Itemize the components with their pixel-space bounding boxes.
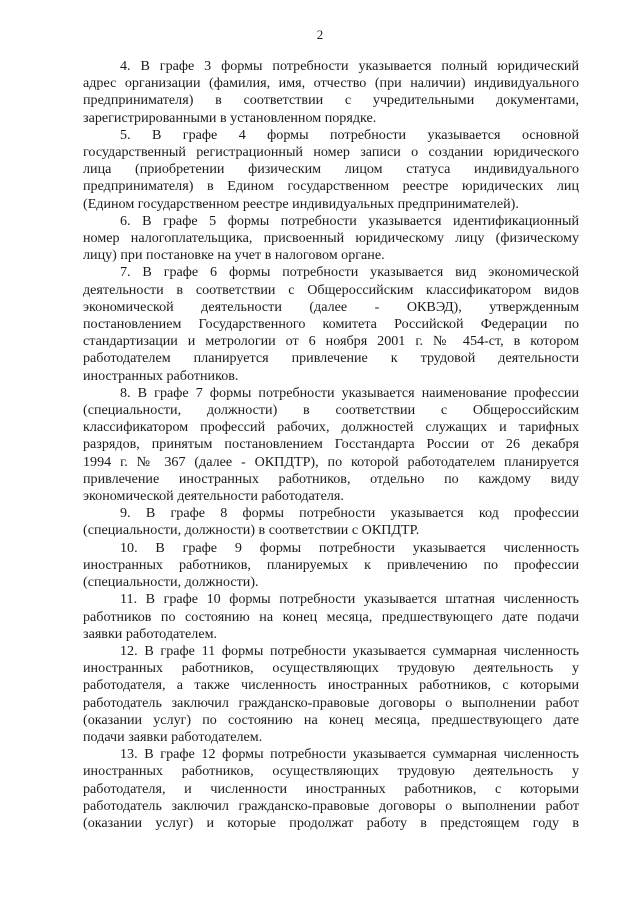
text-line: 12. В графе 11 формы потребности указывается суммарная численность (120, 642, 579, 659)
document-body (83, 58, 579, 832)
text-line: лица (приобретении физическим лицом статуса индивидуального (83, 161, 579, 178)
text-line: зарегистрированными в установленном порядке. (83, 109, 377, 126)
text-line: иностранных работников, планируемых к привлечению по профессии (83, 556, 579, 573)
text-line: экономической деятельности (далее - ОКВЭД), утвержденным (83, 298, 579, 315)
text-line: адрес организации (фамилия, имя, отчество (при наличии) индивидуального (83, 75, 579, 92)
paragraph (83, 505, 579, 539)
text-line: стандартизации и метрологии от 6 ноября 2001 г. № 454-ст, в котором (83, 333, 579, 350)
paragraph (83, 385, 579, 505)
text-line: лицу) при постановке на учет в налоговом органе. (83, 247, 385, 264)
text-line: иностранных работников. (83, 367, 239, 384)
text-line: 11. В графе 10 формы потребности указывается штатная численность (120, 591, 579, 608)
text-line: 4. В графе 3 формы потребности указывается полный юридический (120, 58, 579, 74)
paragraph (83, 643, 579, 746)
text-line: заявки работодателем. (83, 625, 218, 642)
text-line: иностранных работников, осуществляющих трудовую деятельность у (83, 763, 579, 780)
text-line: работодателем планируется привлечение к трудовой деятельности (83, 350, 579, 367)
paragraph (83, 591, 579, 643)
text-line: 10. В графе 9 формы потребности указывается численность (120, 539, 579, 556)
page-number: 2 (316, 27, 324, 42)
text-line: (специальности, должности). (83, 574, 259, 591)
paragraph (83, 58, 579, 127)
text-line: работодатель заключил гражданско-правовые договоры о выполнении работ (83, 694, 579, 711)
text-line: работников по состоянию на конец месяца, предшествующего дате подачи (83, 608, 579, 625)
paragraph (83, 127, 579, 213)
text-line: подачи заявки работодателем. (83, 728, 263, 745)
text-line: работодателя, а также численность иностранных работников, с которыми (83, 677, 579, 694)
text-line: 7. В графе 6 формы потребности указывается вид экономической (120, 264, 579, 281)
text-line: 1994 г. № 367 (далее - ОКПДТР), по которой работодателем планируется (83, 453, 579, 470)
text-line: классификатором профессий рабочих, должностей служащих и тарифных (83, 419, 579, 436)
paragraph (83, 540, 579, 592)
paragraph (83, 746, 579, 832)
text-line: деятельности в соответствии с Общероссийским классификатором видов (83, 281, 579, 298)
text-line: привлечение иностранных работников, отдельно по каждому виду (83, 470, 579, 487)
paragraph (83, 213, 579, 265)
text-line: государственный регистрационный номер записи о создании юридического (83, 144, 579, 161)
text-line: (специальности, должности) в соответствии с ОКПДТР. (83, 522, 420, 539)
text-line: 13. В графе 12 формы потребности указывается суммарная численность (120, 746, 579, 763)
text-line: экономической деятельности работодателя. (83, 488, 344, 505)
text-line: постановлением Государственного комитета Российской Федерации по (83, 316, 579, 333)
text-line: (оказании услуг) и которые продолжат работу в предстоящем году в (83, 814, 579, 831)
text-line: 5. В графе 4 формы потребности указывается основной (120, 126, 579, 143)
text-line: 9. В графе 8 формы потребности указывается код профессии (120, 505, 579, 522)
text-line: номер налогоплательщика, присвоенный юридическому лицу (физическому (83, 230, 579, 247)
text-line: работодателя, и численности иностранных работников, с которыми (83, 780, 579, 797)
text-line: предпринимателя) в соответствии с учредительными документами, (83, 92, 579, 109)
text-line: предпринимателя) в Едином государственном реестре юридических лиц (83, 178, 579, 195)
text-line: (оказании услуг) по состоянию на конец месяца, предшествующего дате (83, 711, 579, 728)
text-line: иностранных работников, осуществляющих трудовую деятельность у (83, 660, 579, 677)
paragraph (83, 264, 579, 384)
text-line: 6. В графе 5 формы потребности указывается идентификационный (120, 212, 579, 229)
text-line: (специальности, должности) в соответствии с Общероссийским (83, 402, 579, 419)
text-line: (Едином государственном реестре индивидуальных предпринимателей). (83, 195, 519, 212)
text-line: разрядов, принятым постановлением Госстандарта России от 26 декабря (83, 436, 579, 453)
text-line: работодатель заключил гражданско-правовые договоры о выполнении работ (83, 797, 579, 814)
text-line: 8. В графе 7 формы потребности указывается наименование профессии (120, 384, 579, 401)
